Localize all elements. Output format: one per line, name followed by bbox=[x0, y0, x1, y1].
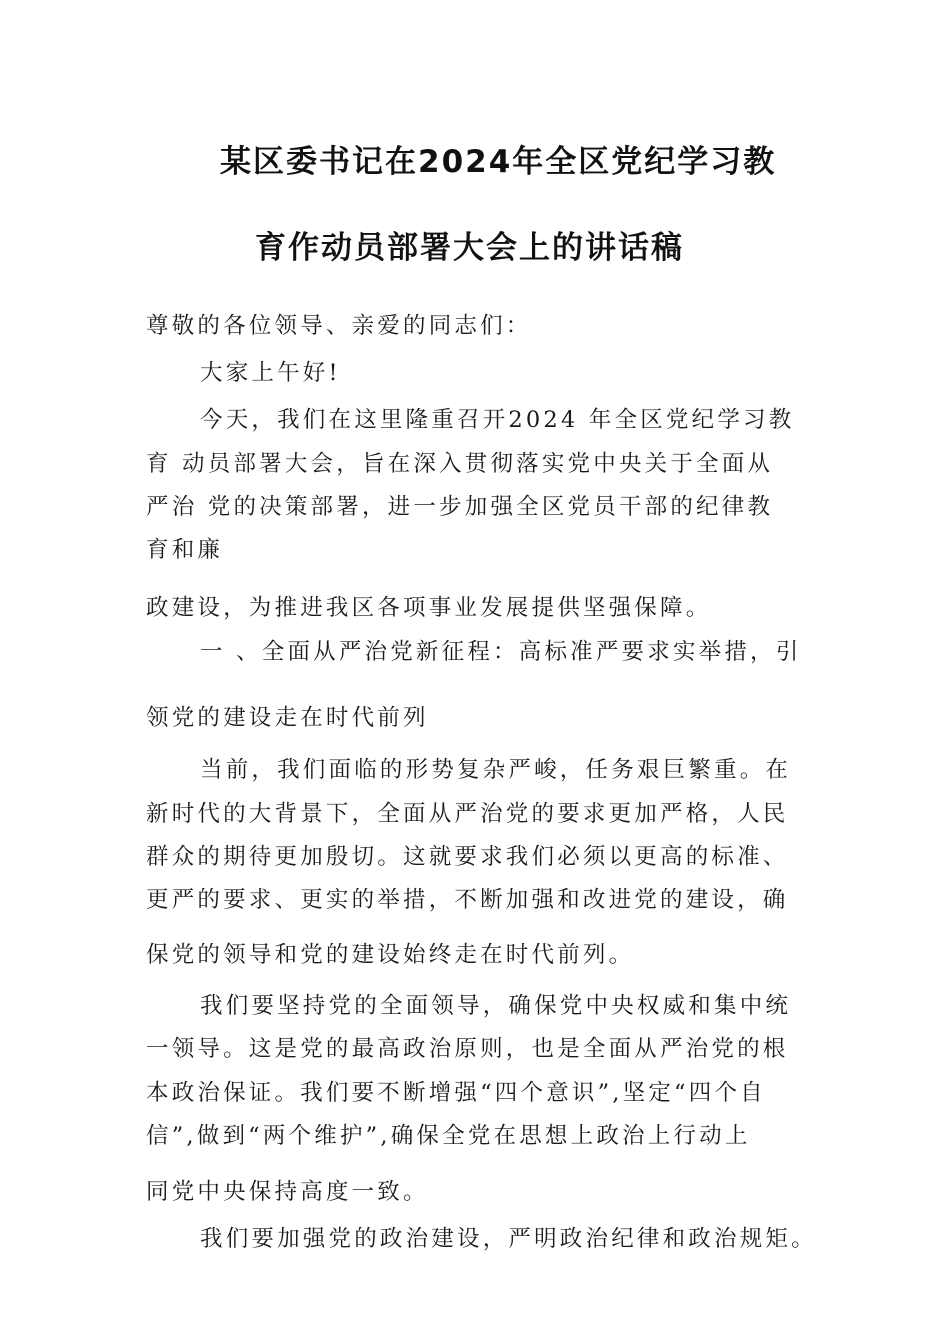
body-line: 育和廉 bbox=[146, 537, 224, 563]
body-line: 新时代的大背景下，全面从严治党的要求更加严格，人民 bbox=[146, 801, 789, 827]
salutation: 尊敬的各位领导、亲爱的同志们： bbox=[146, 313, 532, 339]
body-line: 信”,做到“两个维护”,确保全党在思想上政治上行动上 bbox=[146, 1123, 751, 1149]
document-title-line-1: 某区委书记在2024年全区党纪学习教 bbox=[220, 144, 777, 180]
body-line: 我们要加强党的政治建设，严明政治纪律和政治规矩。 bbox=[200, 1226, 817, 1252]
body-line: 今天，我们在这里隆重召开2024 年全区党纪学习教 bbox=[200, 407, 795, 433]
body-line: 保党的领导和党的建设始终走在时代前列。 bbox=[146, 942, 635, 968]
body-line: 育 动员部署大会，旨在深入贯彻落实党中央关于全面从 bbox=[146, 451, 774, 477]
body-line: 政建设，为推进我区各项事业发展提供坚强保障。 bbox=[146, 595, 712, 621]
body-line: 当前，我们面临的形势复杂严峻，任务艰巨繁重。在 bbox=[200, 757, 792, 783]
body-line: 一领导。这是党的最高政治原则，也是全面从严治党的根 bbox=[146, 1036, 789, 1062]
body-line: 更严的要求、更实的举措，不断加强和改进党的建设，确 bbox=[146, 887, 789, 913]
greeting: 大家上午好! bbox=[200, 360, 341, 386]
section-heading-line: 一 、全面从严治党新征程：高标准严要求实举措，引 bbox=[200, 639, 802, 665]
body-line: 本政治保证。我们要不断增强“四个意识”,坚定“四个自 bbox=[146, 1080, 766, 1106]
section-heading-line: 领党的建设走在时代前列 bbox=[146, 705, 429, 731]
body-line: 我们要坚持党的全面领导，确保党中央权威和集中统 bbox=[200, 993, 792, 1019]
body-line: 严治 党的决策部署，进一步加强全区党员干部的纪律教 bbox=[146, 494, 774, 520]
body-line: 群众的期待更加殷切。这就要求我们必须以更高的标准、 bbox=[146, 844, 789, 870]
body-line: 同党中央保持高度一致。 bbox=[146, 1179, 429, 1205]
document-title-line-2: 育作动员部署大会上的讲话稿 bbox=[255, 230, 684, 266]
